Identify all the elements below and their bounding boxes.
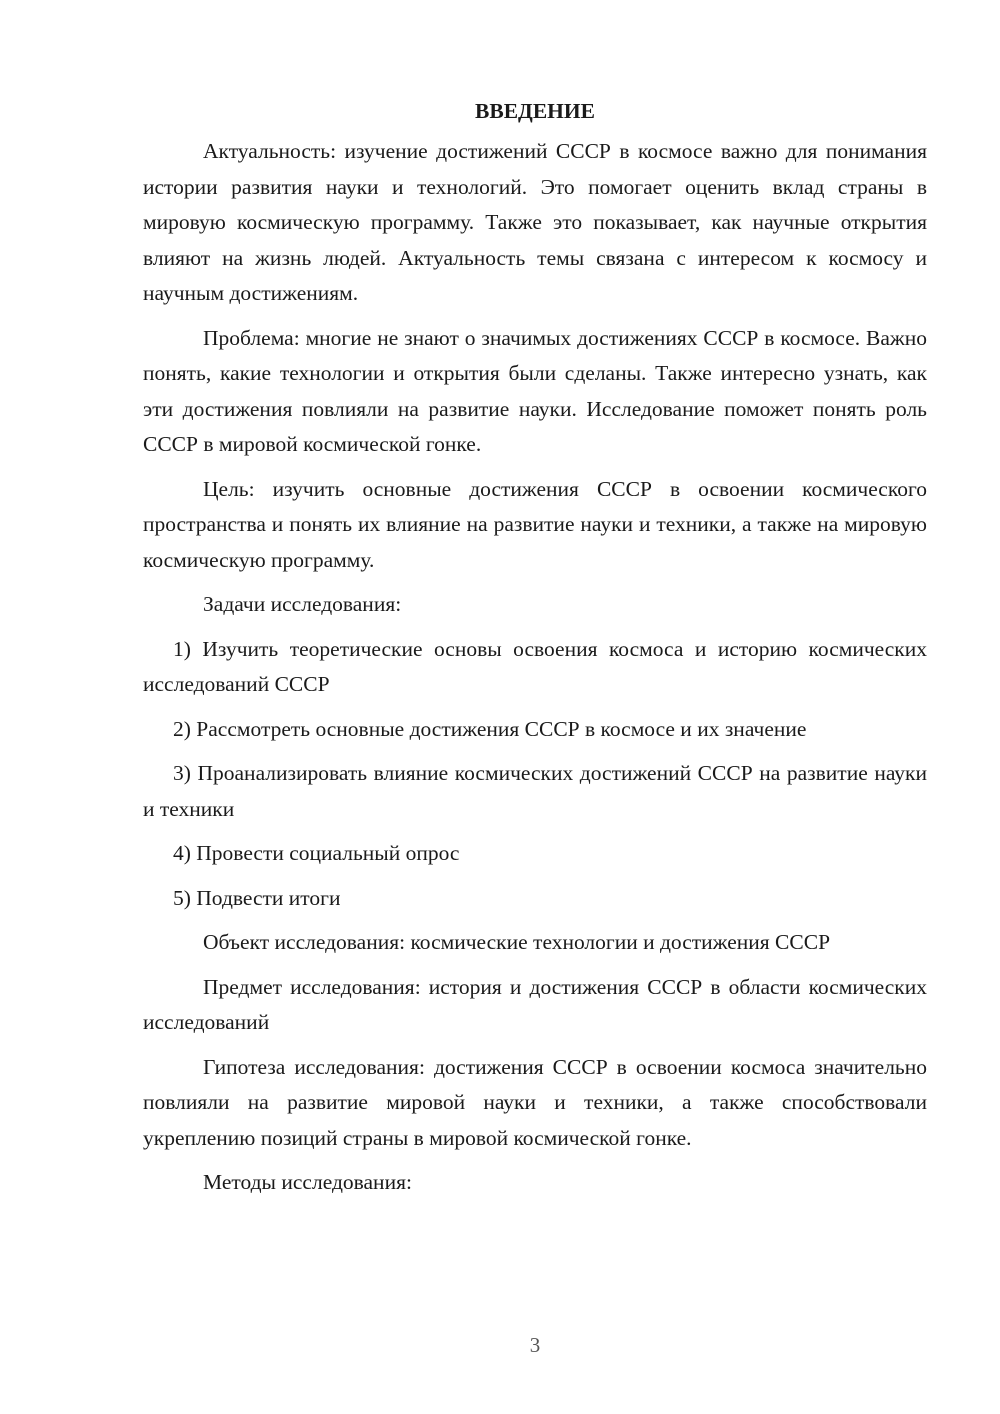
methods-title: Методы исследования: [203,1170,412,1194]
page-number: 3 [529,1333,541,1357]
problem-paragraph: Проблема: многие не знают о значимых достижениях СССР в космосе. Важно понять, какие технологии и открытия были сделаны. Также интересно узнать, как эти достижения повлияли на развитие науки. Исследование поможет понять роль СССР в мировой космической гонке. [143,325,927,456]
task-item-5: 5) Подвести итоги [173,885,341,910]
task-item-1: 1) Изучить теоретические основы освоения космоса и историю космических исследований СССР [143,636,927,696]
object-paragraph: Объект исследования: космические технологии и достижения СССР [203,930,831,954]
task-item-2: 2) Рассмотреть основные достижения СССР в космосе и их значение [173,716,807,741]
subject-paragraph: Предмет исследования: история и достижения СССР в области космических исследований [143,974,927,1034]
task-item-3: 3) Проанализировать влияние космических достижений СССР на развитие науки и техники [143,761,927,821]
section-heading: ВВЕДЕНИЕ [475,99,595,123]
goal-paragraph: Цель: изучить основные достижения СССР в освоении космического пространства и понять их влияние на развитие науки и техники, а также на мировую космическую программу. [143,476,927,572]
task-item-4: 4) Провести социальный опрос [173,841,460,865]
document-body [143,92,927,1210]
tasks-title: Задачи исследования: [203,592,402,616]
relevance-paragraph: Актуальность: изучение достижений СССР в космосе важно для понимания истории развития науки и технологий. Это помогает оценить вклад страны в мировую космическую программу. Также это показывает, как научные открытия влияют на жизнь людей. Актуальность темы связана с интересом к космосу и научным достижениям. [143,139,927,305]
hypothesis-paragraph: Гипотеза исследования: достижения СССР в освоении космоса значительно повлияли на развитие мировой науки и техники, а также способствовали укреплению позиций страны в мировой космической гонке. [143,1054,927,1150]
